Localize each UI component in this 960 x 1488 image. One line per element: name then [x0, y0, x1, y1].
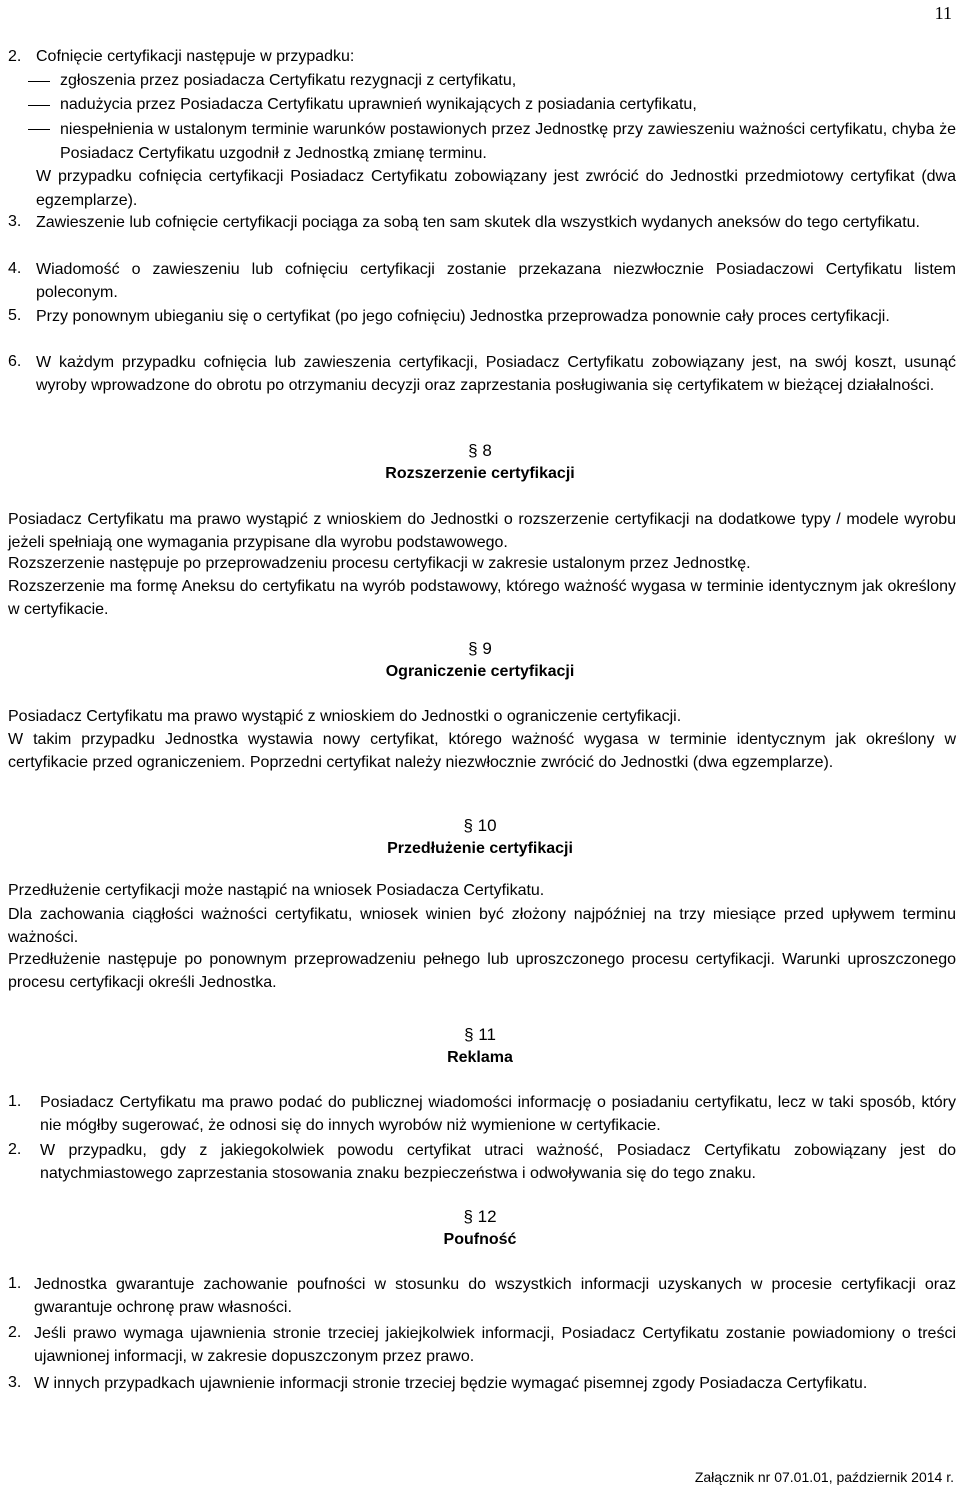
- list-item-5: [8, 305, 956, 328]
- section-9-symbol: § 9: [468, 639, 492, 658]
- section-10-paragraph-3: Przedłużenie następuje po ponownym przeprowadzeniu pełnego lub uproszczonego procesu certyfikacji. Warunki uproszczonego procesu certyfikacji określi Jednostka.: [8, 951, 956, 991]
- list-number: 1.: [8, 1275, 22, 1292]
- section-8-paragraph-2: Rozszerzenie następuje po przeprowadzeniu procesu certyfikacji w zakresie ustalonym przez Jednostkę.: [8, 555, 751, 572]
- dash-item-2: [28, 94, 956, 116]
- list-number: 5.: [8, 307, 22, 324]
- dash-text: zgłoszenia przez posiadacza Certyfikatu rezygnacji z certyfikatu,: [60, 72, 517, 89]
- intro-after-paragraph: [8, 165, 956, 213]
- list-number: 4.: [8, 260, 22, 277]
- section-11-symbol: § 11: [464, 1025, 496, 1044]
- list-text: Jeśli prawo wymaga ujawnienia stronie trzeciej jakiejkolwiek informacji, Posiadacz Certyfikatu zostanie powiadomiony o treści ujawnionej informacji, w zakresie dopuszczonym przez prawo.: [34, 1325, 956, 1365]
- section-12-item-1: [8, 1273, 956, 1319]
- section-12-symbol: § 12: [463, 1207, 497, 1226]
- list-text: W każdym przypadku cofnięcia lub zawieszenia certyfikacji, Posiadacz Certyfikatu zobowiązany jest, na swój koszt, usunąć wyroby wprowadzone do obrotu po otrzymaniu decyzji oraz zaprzestania posługiwania się certyfikatem w bieżącej działalności.: [36, 354, 956, 394]
- list-item-3: [8, 211, 956, 234]
- list-number: 2.: [8, 1141, 22, 1158]
- list-text: Jednostka gwarantuje zachowanie poufności w stosunku do wszystkich informacji uzyskanych w procesie certyfikacji oraz gwarantuje ochronę praw własności.: [34, 1276, 956, 1316]
- list-text: Wiadomość o zawieszeniu lub cofnięciu certyfikacji zostanie przekazana niezwłocznie Posiadaczowi Certyfikatu listem poleconym.: [36, 261, 956, 301]
- section-10-symbol: § 10: [463, 816, 497, 835]
- list-number: 2.: [8, 1324, 22, 1341]
- section-12-item-3: [8, 1372, 956, 1395]
- section-10-paragraph-2: Dla zachowania ciągłości ważności certyfikatu, wniosek winien być złożony najpóźniej na trzy miesiące przed upływem terminu ważności.: [8, 906, 956, 946]
- section-8-paragraph-1: Posiadacz Certyfikatu ma prawo wystąpić z wnioskiem do Jednostki o rozszerzenie certyfikacji na dodatkowe typy / modele wyrobu jeżeli spełniają one wymagania przypisane dla wyrobu podstawowego.: [8, 511, 956, 551]
- page-number: 11: [934, 3, 952, 23]
- list-number: 1.: [8, 1093, 22, 1110]
- dash-bullet-icon: [28, 81, 50, 82]
- section-8-title: Rozszerzenie certyfikacji: [385, 465, 575, 482]
- list-text: Zawieszenie lub cofnięcie certyfikacji pociąga za sobą ten sam skutek dla wszystkich wydanych aneksów do tego certyfikatu.: [36, 214, 920, 231]
- section-12-item-2: [8, 1322, 956, 1368]
- page-footer: Załącznik nr 07.01.01, październik 2014 r.: [694, 1469, 954, 1485]
- list-text: W przypadku, gdy z jakiegokolwiek powodu certyfikat utraci ważność, Posiadacz Certyfikatu zobowiązany jest do natychmiastowego zaprzestania stosowania znaku bezpieczeństwa i odwoływania się do tego znaku.: [40, 1142, 956, 1182]
- section-9-paragraph-1: Posiadacz Certyfikatu ma prawo wystąpić z wnioskiem do Jednostki o ograniczenie certyfikacji.: [8, 708, 682, 725]
- list-item-2: [8, 46, 956, 68]
- section-8-paragraph-3: Rozszerzenie ma formę Aneksu do certyfikatu na wyrób podstawowy, którego ważność wygasa w terminie identycznym jak określony w certyfikacie.: [8, 578, 956, 618]
- dash-item-3: [28, 118, 956, 166]
- section-9-paragraph-2: W takim przypadku Jednostka wystawia nowy certyfikat, którego ważność wygasa w terminie identycznym jak określony w certyfikacie przed ograniczeniem. Poprzedni certyfikat należy niezwłocznie zwrócić do Jednostki (dwa egzemplarze).: [8, 731, 956, 771]
- list-number: 3.: [8, 1374, 22, 1391]
- list-text: Cofnięcie certyfikacji następuje w przypadku:: [36, 48, 355, 65]
- list-text: W innych przypadkach ujawnienie informacji stronie trzeciej będzie wymagać pisemnej zgody Posiadacza Certyfikatu.: [34, 1375, 868, 1392]
- dash-item-1: [28, 70, 956, 92]
- section-10-paragraph-1: Przedłużenie certyfikacji może nastąpić na wniosek Posiadacza Certyfikatu.: [8, 882, 545, 899]
- section-10-title: Przedłużenie certyfikacji: [387, 840, 573, 857]
- list-item-6: [8, 351, 956, 397]
- dash-bullet-icon: [28, 105, 50, 106]
- dash-text: nadużycia przez Posiadacza Certyfikatu uprawnień wynikających z posiadania certyfikatu,: [60, 96, 697, 113]
- paragraph-text: W przypadku cofnięcia certyfikacji Posiadacz Certyfikatu zobowiązany jest zwrócić do Jednostki przedmiotowy certyfikat (dwa egzemplarze).: [36, 168, 956, 209]
- section-8-symbol: § 8: [468, 441, 492, 460]
- list-item-4: [8, 258, 956, 304]
- section-11-item-1: [8, 1091, 956, 1137]
- list-text: Posiadacz Certyfikatu ma prawo podać do publicznej wiadomości informację o posiadaniu certyfikatu, lecz w taki sposób, który nie mógłby sugerować, że odnosi się do innych wyrobów niż wymienione w certyfikacie.: [40, 1094, 956, 1134]
- list-number: 6.: [8, 353, 22, 370]
- dash-bullet-icon: [28, 129, 50, 130]
- list-number: 3.: [8, 213, 22, 230]
- list-number: 2.: [8, 48, 22, 65]
- section-12-title: Poufność: [443, 1231, 517, 1248]
- section-9-title: Ograniczenie certyfikacji: [385, 663, 575, 680]
- list-text: Przy ponownym ubieganiu się o certyfikat (po jego cofnięciu) Jednostka przeprowadza ponownie cały proces certyfikacji.: [36, 308, 890, 325]
- section-11-item-2: [8, 1139, 956, 1185]
- section-11-title: Reklama: [447, 1049, 513, 1066]
- dash-text: niespełnienia w ustalonym terminie warunków postawionych przez Jednostkę przy zawieszeniu ważności certyfikatu, chyba że Posiadacz Certyfikatu uzgodnił z Jednostką zmianę terminu.: [60, 121, 956, 162]
